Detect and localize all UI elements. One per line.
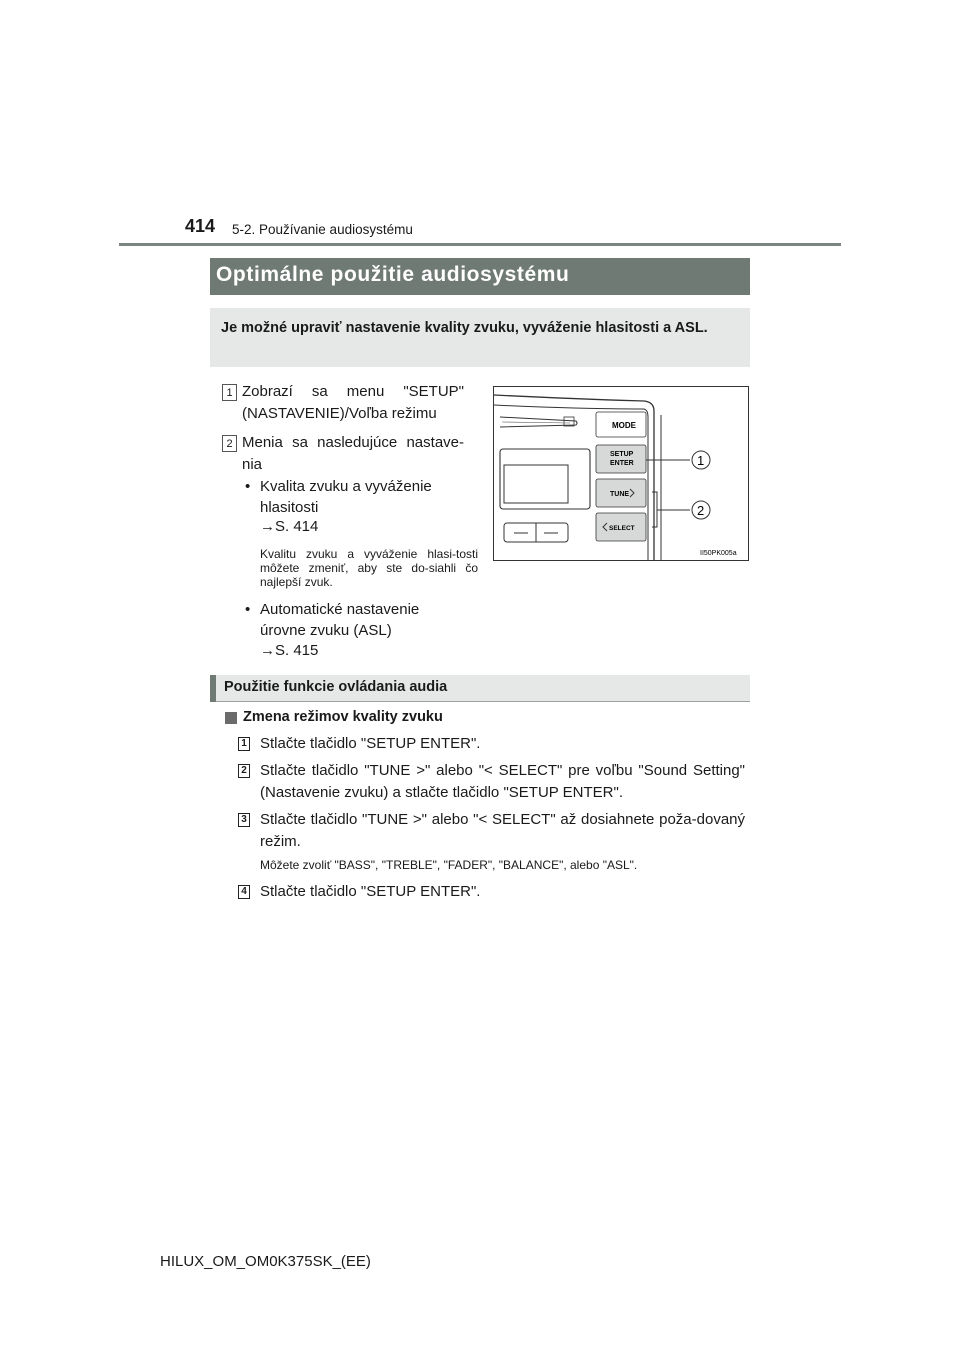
step-3-text: Stlačte tlačidlo "TUNE >" alebo "< SELECT" až dosiahnete poža-dovaný režim.: [260, 811, 745, 850]
bullet-dot-1: •: [245, 478, 251, 495]
step-number-2: 2: [238, 764, 250, 778]
step-4-text: Stlačte tlačidlo "SETUP ENTER".: [260, 883, 481, 900]
section-accent: [210, 675, 216, 702]
intro-text: Je možné upraviť nastavenie kvality zvuku, vyváženie hlasitosti a ASL.: [221, 320, 708, 336]
step-1-text: Stlačte tlačidlo "SETUP ENTER".: [260, 735, 481, 752]
bullet-1-label: Kvalita zvuku a vyváženie hlasitosti: [260, 478, 432, 516]
tune-label: TUNE: [610, 491, 630, 498]
footer-code: HILUX_OM_OM0K375SK_(EE): [160, 1253, 371, 1270]
chapter-title: 5-2. Používanie audiosystému: [232, 222, 413, 237]
select-label: SELECT: [609, 525, 635, 532]
step-3-note: Môžete zvoliť "BASS", "TREBLE", "FADER", "BALANCE", alebo "ASL".: [260, 858, 638, 872]
audio-panel-drawing: [494, 387, 748, 560]
page-number: 414: [185, 216, 216, 236]
step-number-3: 3: [238, 813, 250, 827]
step-number-1: 1: [238, 737, 250, 751]
figure-callout-1: 1: [697, 453, 705, 468]
step-2-text: Stlačte tlačidlo "TUNE >" alebo "< SELECT" pre voľbu "Sound Setting" (Nastavenie zvuku) a stlačte tlačidlo "SETUP ENTER".: [260, 762, 745, 801]
callout-1-text: Zobrazí sa menu "SETUP" (NASTAVENIE)/Voľba režimu: [242, 383, 464, 422]
figure-callout-2: 2: [697, 503, 705, 518]
audio-panel-illustration: [493, 386, 749, 561]
section-title: Použitie funkcie ovládania audia: [224, 679, 448, 695]
figure-code: II50PK005a: [700, 550, 737, 557]
callout-number-1: 1: [222, 384, 237, 401]
bullet-1-note: Kvalitu zvuku a vyváženie hlasi-tosti môžete zmeniť, aby ste do-siahli čo najlepší zvuk.: [260, 547, 478, 589]
step-number-4: 4: [238, 885, 250, 899]
bullet-1-ref: →S. 414: [260, 518, 319, 535]
bullet-2-label: Automatické nastavenie úrovne zvuku (ASL): [260, 601, 420, 639]
enter-label: ENTER: [610, 460, 634, 467]
callout-number-2: 2: [222, 435, 237, 452]
subheading: Zmena režimov kvality zvuku: [243, 709, 443, 725]
bullet-dot-2: •: [245, 601, 251, 618]
setup-label: SETUP: [610, 451, 634, 458]
mode-label: MODE: [612, 421, 636, 430]
header-rule: [119, 243, 841, 246]
page-title: Optimálne použitie audiosystému: [216, 263, 570, 286]
subheading-square-icon: [225, 712, 237, 724]
bullet-2-ref: →S. 415: [260, 642, 319, 659]
callout-2-text: Menia sa nasledujúce nastave-nia: [242, 434, 464, 473]
